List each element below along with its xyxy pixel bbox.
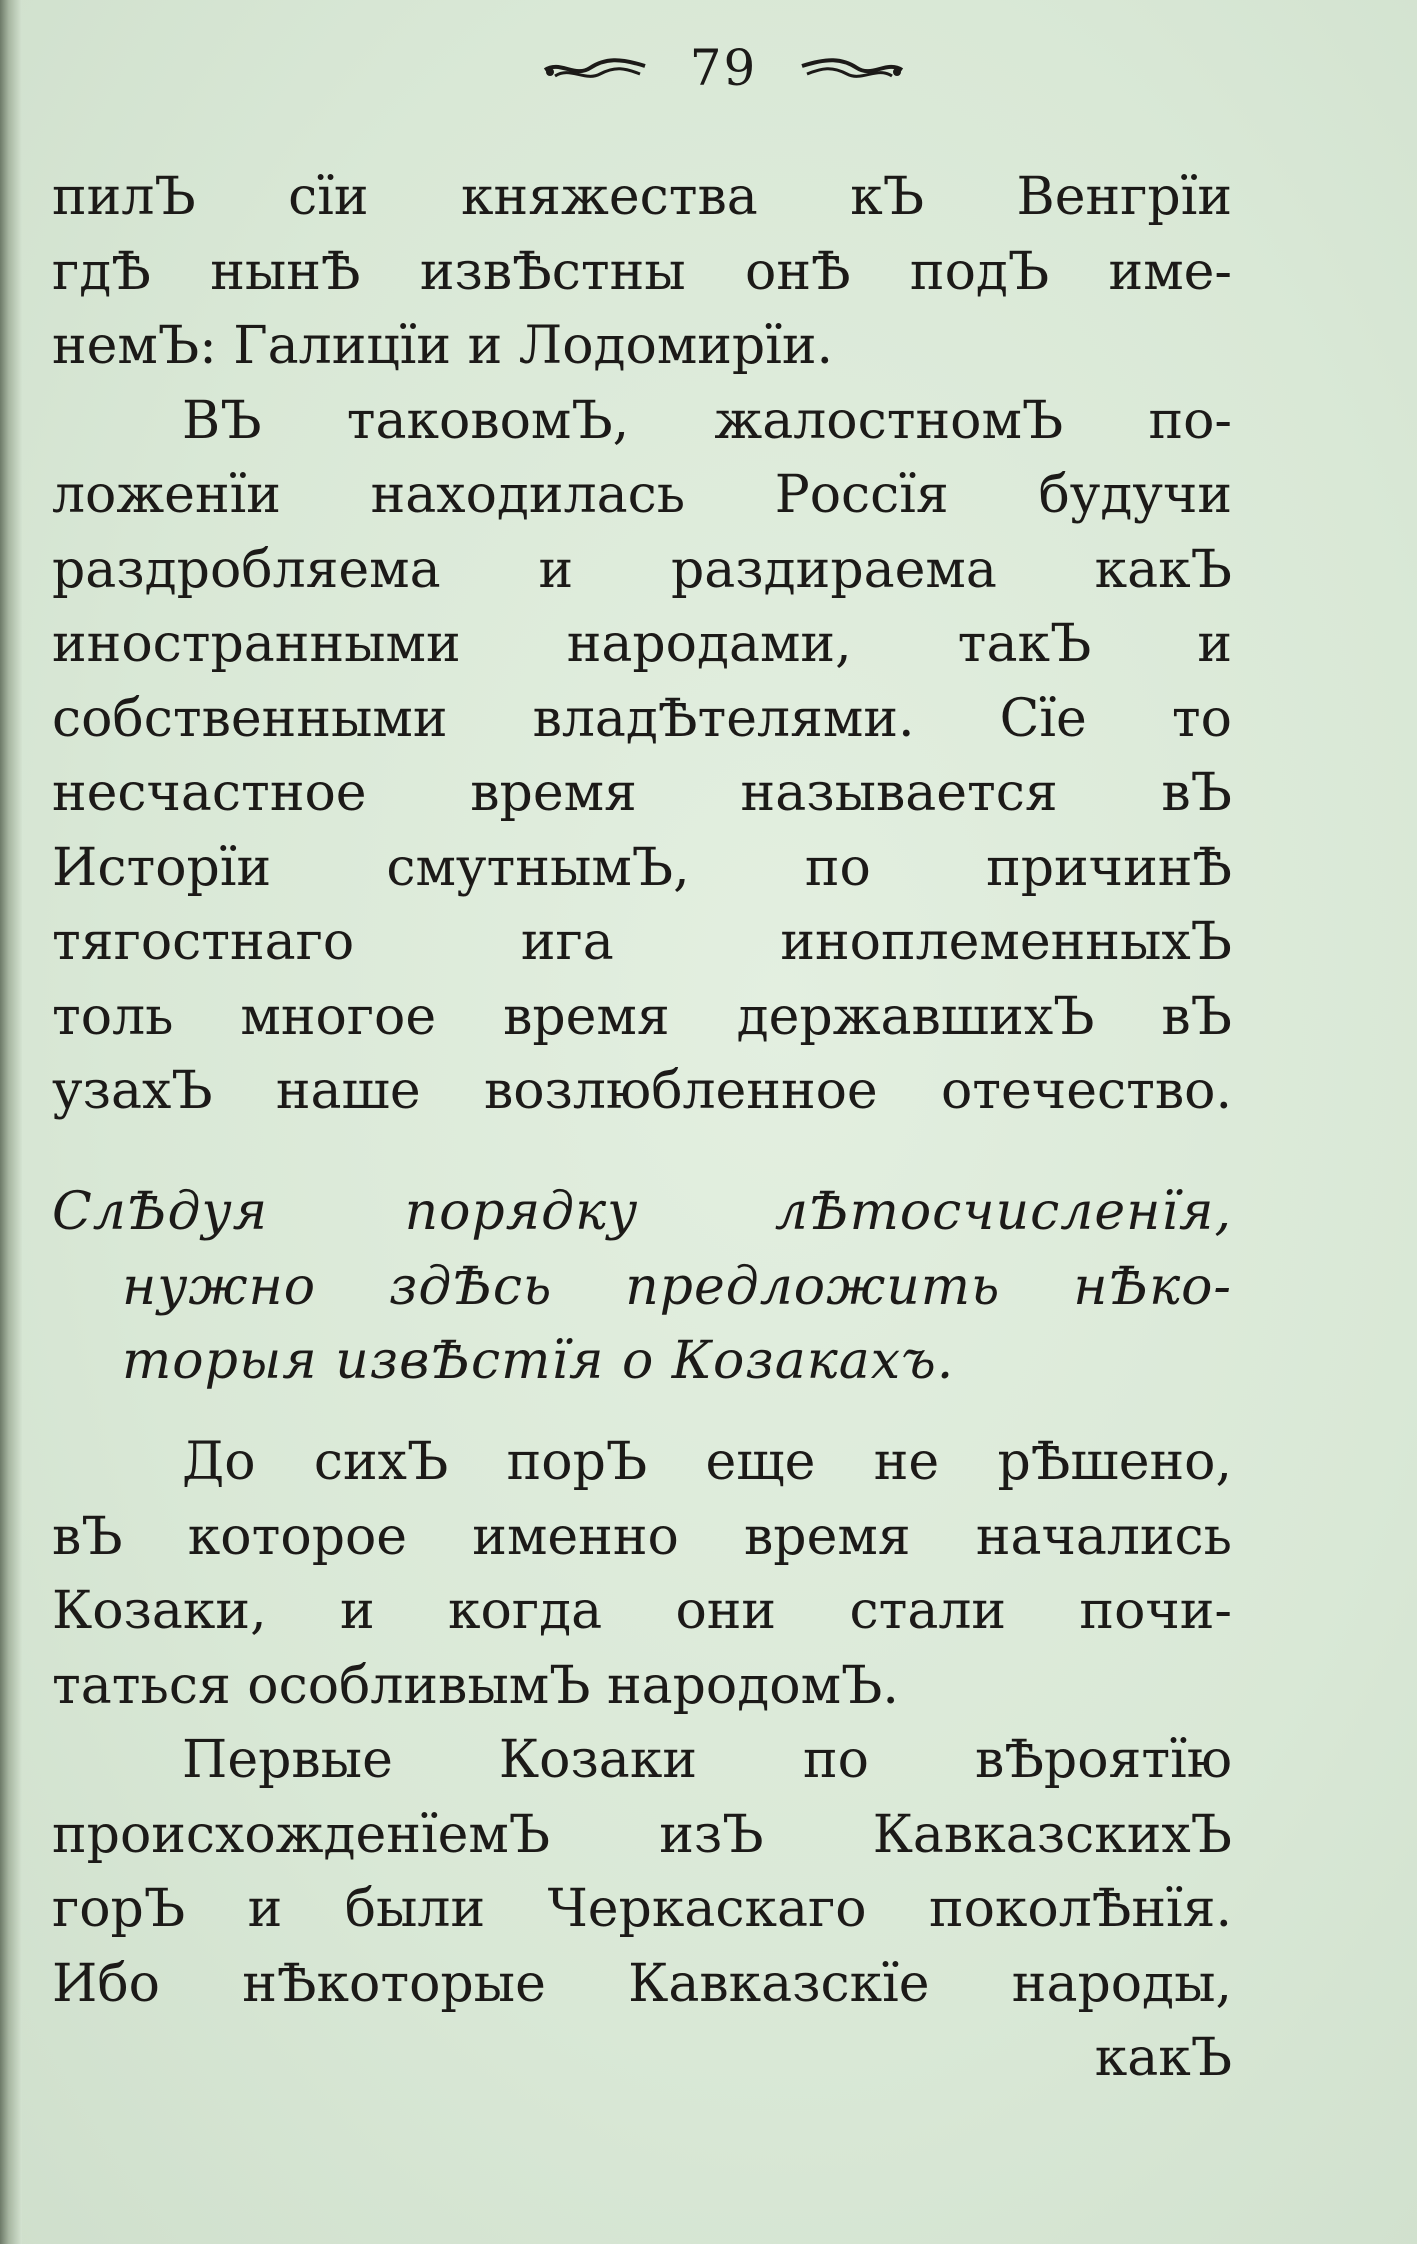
text-line: узахЪ наше возлюбленное отечество. <box>52 1061 1232 1121</box>
catchword: какЪ <box>1094 2028 1232 2088</box>
text-line: вЪ которое именно время начались <box>52 1506 1232 1567</box>
page-number: 79 <box>689 39 758 97</box>
page-gutter-shadow <box>0 0 22 2244</box>
text-line: немЪ: Галицїи и Лодомирїи. <box>52 316 834 376</box>
text-line: иностранными народами, такЪ и <box>52 614 1232 674</box>
body-text <box>52 1425 1232 2096</box>
text-line: Козаки, и когда они стали почи- <box>52 1581 1232 1641</box>
section-heading <box>52 1175 1232 1399</box>
text-line: Исторїи смутнымЪ, по причинѢ <box>52 837 1232 898</box>
text-line: собственными владѢтелями. Сїе то <box>52 688 1232 749</box>
heading-line: СлѢдуя порядку лѢтосчисленїя, <box>52 1182 1232 1242</box>
left-ornament-icon <box>540 48 650 88</box>
text-line: происхожденїемЪ изЪ КавказскихЪ <box>52 1804 1232 1865</box>
text-line: ложенїи находилась Россїя будучи <box>52 465 1232 525</box>
right-ornament-icon <box>797 48 907 88</box>
text-line: До сихЪ порЪ еще не рѢшено, <box>182 1432 1232 1492</box>
text-line: гдѢ нынѢ извѢстны онѢ подЪ име- <box>52 241 1232 302</box>
heading-line: нужно здѢсь предложить нѢко- <box>122 1256 1232 1317</box>
text-line: ВЪ таковомЪ, жалостномЪ по- <box>182 390 1232 451</box>
text-line: Ибо нѢкоторые Кавказскїе народы, <box>52 1953 1232 2014</box>
heading-line: торыя извѢстїя о Козакахъ. <box>122 1331 955 1391</box>
page-header <box>0 28 1417 108</box>
text-line: толь многое время державшихЪ вЪ <box>52 986 1232 1047</box>
text-line: тягостнаго ига иноплеменныхЪ <box>52 912 1232 972</box>
text-line: горЪ и были Черкаскаго поколѢнїя. <box>52 1879 1232 1939</box>
text-line: раздробляема и раздираема какЪ <box>52 539 1232 600</box>
text-line: пилЪ сїи княжества кЪ Венгрїи <box>52 167 1232 227</box>
text-line: несчастное время называется вЪ <box>52 763 1232 823</box>
text-line: таться особливымЪ народомЪ. <box>52 1655 899 1716</box>
text-line: Первые Козаки по вѢроятїю <box>182 1730 1232 1790</box>
body-text <box>52 160 1232 1129</box>
